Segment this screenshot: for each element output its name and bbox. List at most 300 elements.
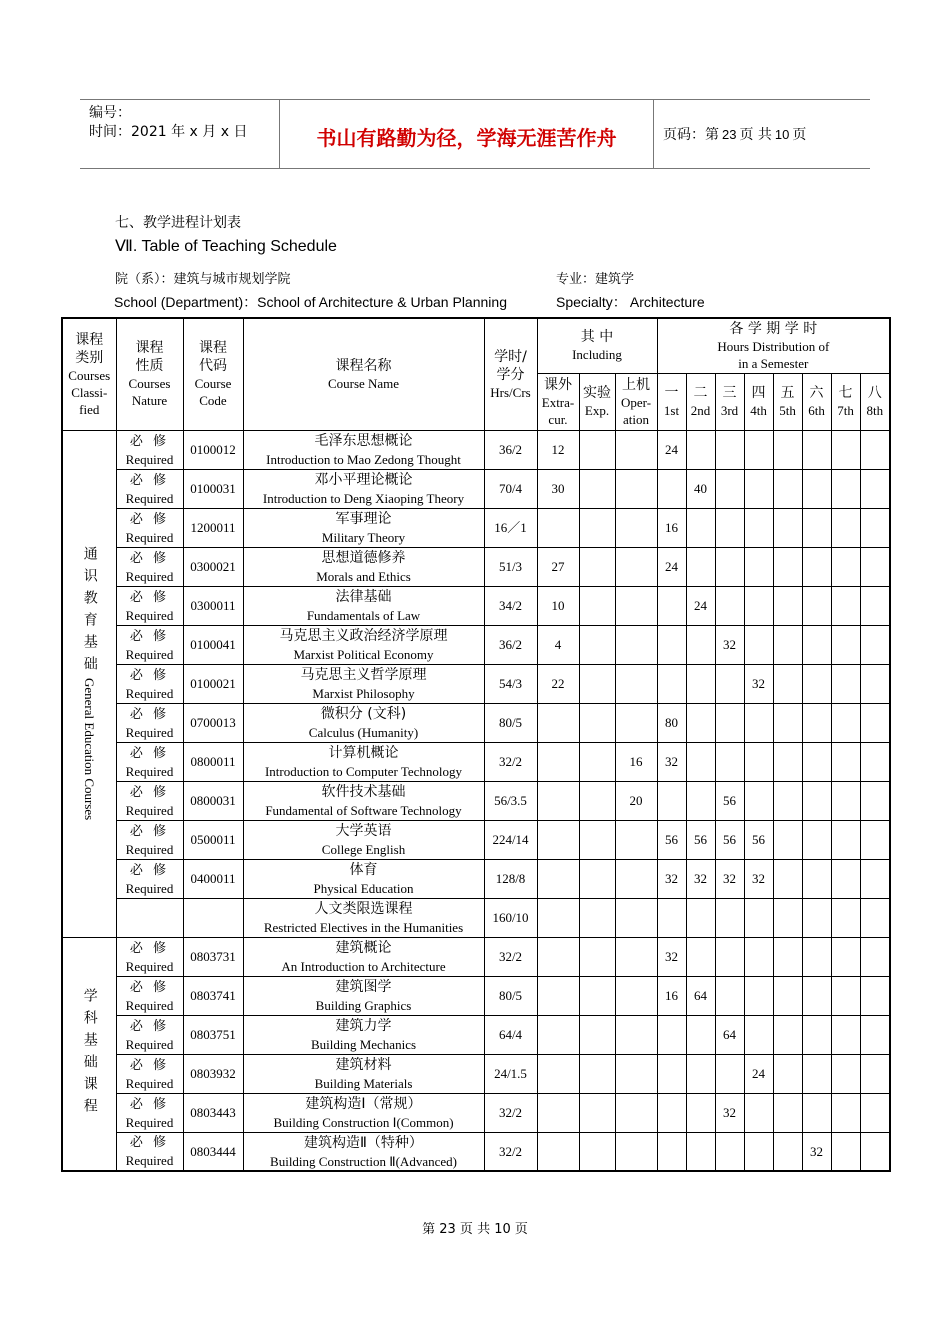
oper-cell bbox=[615, 664, 657, 703]
semester-6-cell bbox=[802, 898, 831, 937]
semester-2-cell: 56 bbox=[686, 820, 715, 859]
nature-zh: 必 修 bbox=[129, 862, 170, 878]
course-name-en: Physical Education bbox=[313, 881, 414, 896]
table-row bbox=[62, 976, 890, 1015]
nature-cell bbox=[116, 1093, 183, 1132]
page-header bbox=[80, 99, 870, 169]
semester-7-cell bbox=[831, 625, 860, 664]
major-zh: 专业：建筑学 bbox=[556, 272, 635, 287]
hrs-cell: 36/2 bbox=[484, 625, 537, 664]
code-cell: 0803741 bbox=[183, 976, 243, 1015]
nature-en: Required bbox=[125, 529, 174, 545]
nature-cell bbox=[116, 781, 183, 820]
semester-7-cell bbox=[831, 1054, 860, 1093]
col-oper: 上机 Oper- ation bbox=[615, 373, 657, 430]
course-name-cell bbox=[243, 820, 484, 859]
extra-cell bbox=[537, 781, 579, 820]
header-meta bbox=[80, 100, 280, 168]
oper-cell bbox=[615, 1132, 657, 1171]
semester-6-cell bbox=[802, 664, 831, 703]
semester-1-cell: 24 bbox=[657, 430, 686, 469]
oper-cell: 16 bbox=[615, 742, 657, 781]
semester-3-cell bbox=[715, 1054, 744, 1093]
extra-cell bbox=[537, 742, 579, 781]
extra-cell bbox=[537, 1054, 579, 1093]
nature-zh: 必 修 bbox=[129, 745, 170, 761]
hrs-cell: 51/3 bbox=[484, 547, 537, 586]
col-hours: 学时/ 学分 Hrs/Crs bbox=[484, 318, 537, 430]
hrs-cell: 70/4 bbox=[484, 469, 537, 508]
code-cell: 0400011 bbox=[183, 859, 243, 898]
col-sem-3: 三 3rd bbox=[715, 373, 744, 430]
exp-cell bbox=[579, 1054, 615, 1093]
semester-8-cell bbox=[860, 937, 890, 976]
oper-cell bbox=[615, 898, 657, 937]
semester-3-cell bbox=[715, 1132, 744, 1171]
semester-2-cell bbox=[686, 898, 715, 937]
course-name-zh: 建筑概论 bbox=[335, 940, 392, 956]
semester-4-cell bbox=[744, 898, 773, 937]
semester-6-cell bbox=[802, 781, 831, 820]
semester-3-cell bbox=[715, 976, 744, 1015]
semester-4-cell bbox=[744, 1093, 773, 1132]
semester-6-cell bbox=[802, 547, 831, 586]
course-name-zh: 建筑材料 bbox=[335, 1057, 392, 1073]
nature-zh: 必 修 bbox=[129, 1096, 170, 1112]
hrs-cell: 224/14 bbox=[484, 820, 537, 859]
extra-cell bbox=[537, 976, 579, 1015]
extra-cell bbox=[537, 898, 579, 937]
code-cell: 0100021 bbox=[183, 664, 243, 703]
semester-6-cell bbox=[802, 703, 831, 742]
table-row bbox=[62, 859, 890, 898]
nature-en: Required bbox=[125, 841, 174, 857]
course-name-zh: 计算机概论 bbox=[328, 745, 399, 761]
semester-7-cell bbox=[831, 1132, 860, 1171]
course-name-en: Marxist Political Economy bbox=[293, 647, 434, 662]
semester-1-cell: 24 bbox=[657, 547, 686, 586]
exp-cell bbox=[579, 508, 615, 547]
semester-2-cell bbox=[686, 1093, 715, 1132]
oper-cell bbox=[615, 625, 657, 664]
semester-2-cell bbox=[686, 625, 715, 664]
semester-1-cell bbox=[657, 469, 686, 508]
semester-1-cell: 80 bbox=[657, 703, 686, 742]
course-name-zh: 建筑构造Ⅱ（特种） bbox=[304, 1134, 423, 1151]
semester-5-cell bbox=[773, 1054, 802, 1093]
section-title-zh: 七、教学进程计划表 bbox=[115, 215, 241, 231]
course-name-en: Introduction to Mao Zedong Thought bbox=[266, 452, 461, 467]
course-name-zh: 法律基础 bbox=[335, 589, 392, 605]
semester-8-cell bbox=[860, 976, 890, 1015]
nature-zh: 必 修 bbox=[129, 511, 170, 527]
semester-3-cell: 32 bbox=[715, 859, 744, 898]
hrs-cell: 32/2 bbox=[484, 1093, 537, 1132]
code-cell: 0500011 bbox=[183, 820, 243, 859]
course-name-cell bbox=[243, 1015, 484, 1054]
col-sem-1: 一 1st bbox=[657, 373, 686, 430]
course-name-cell bbox=[243, 703, 484, 742]
exp-cell bbox=[579, 1015, 615, 1054]
semester-4-cell bbox=[744, 703, 773, 742]
exp-cell bbox=[579, 430, 615, 469]
oper-cell bbox=[615, 976, 657, 1015]
semester-3-cell bbox=[715, 430, 744, 469]
nature-zh: 必 修 bbox=[129, 940, 170, 956]
nature-zh: 必 修 bbox=[129, 628, 170, 644]
exp-cell bbox=[579, 625, 615, 664]
course-name-cell bbox=[243, 859, 484, 898]
nature-zh: 必 修 bbox=[129, 433, 170, 449]
oper-cell bbox=[615, 547, 657, 586]
nature-cell bbox=[116, 859, 183, 898]
semester-8-cell bbox=[860, 1015, 890, 1054]
semester-3-cell: 64 bbox=[715, 1015, 744, 1054]
semester-1-cell bbox=[657, 664, 686, 703]
course-name-cell bbox=[243, 898, 484, 937]
code-cell: 0803932 bbox=[183, 1054, 243, 1093]
course-name-en: Introduction to Deng Xiaoping Theory bbox=[262, 491, 465, 506]
table-row bbox=[62, 469, 890, 508]
extra-cell: 10 bbox=[537, 586, 579, 625]
semester-5-cell bbox=[773, 547, 802, 586]
semester-1-cell bbox=[657, 1054, 686, 1093]
code-cell: 0700013 bbox=[183, 703, 243, 742]
course-name-zh: 大学英语 bbox=[335, 823, 392, 839]
extra-cell bbox=[537, 508, 579, 547]
table-row bbox=[62, 625, 890, 664]
nature-en: Required bbox=[125, 451, 174, 467]
semester-8-cell bbox=[860, 742, 890, 781]
extra-cell: 12 bbox=[537, 430, 579, 469]
hrs-cell: 32/2 bbox=[484, 742, 537, 781]
semester-3-cell: 32 bbox=[715, 1093, 744, 1132]
table-row bbox=[62, 742, 890, 781]
semester-6-cell: 32 bbox=[802, 1132, 831, 1171]
semester-6-cell bbox=[802, 1093, 831, 1132]
nature-zh: 必 修 bbox=[129, 706, 170, 722]
semester-8-cell bbox=[860, 898, 890, 937]
exp-cell bbox=[579, 742, 615, 781]
semester-5-cell bbox=[773, 469, 802, 508]
semester-4-cell bbox=[744, 469, 773, 508]
semester-8-cell bbox=[860, 781, 890, 820]
exp-cell bbox=[579, 547, 615, 586]
course-name-cell bbox=[243, 781, 484, 820]
nature-cell bbox=[116, 976, 183, 1015]
semester-7-cell bbox=[831, 859, 860, 898]
col-classified: 课程 类别 Courses Classi- fied bbox=[62, 318, 116, 430]
col-sem-5: 五 5th bbox=[773, 373, 802, 430]
nature-zh: 必 修 bbox=[129, 550, 170, 566]
semester-5-cell bbox=[773, 898, 802, 937]
header-id-label: 编号： bbox=[89, 105, 131, 121]
page-mid: 页 共 bbox=[739, 127, 772, 143]
nature-zh: 必 修 bbox=[129, 979, 170, 995]
semester-2-cell: 32 bbox=[686, 859, 715, 898]
semester-6-cell bbox=[802, 430, 831, 469]
nature-zh: 必 修 bbox=[129, 1018, 170, 1034]
nature-cell bbox=[116, 1054, 183, 1093]
semester-6-cell bbox=[802, 976, 831, 1015]
semester-5-cell bbox=[773, 1093, 802, 1132]
course-name-zh: 建筑构造Ⅰ（常规） bbox=[305, 1096, 422, 1112]
oper-cell bbox=[615, 820, 657, 859]
dept-zh: 院（系）：建筑与城市规划学院 bbox=[115, 272, 291, 287]
semester-5-cell bbox=[773, 1132, 802, 1171]
semester-2-cell bbox=[686, 742, 715, 781]
extra-cell bbox=[537, 820, 579, 859]
code-cell: 0100041 bbox=[183, 625, 243, 664]
semester-1-cell bbox=[657, 1132, 686, 1171]
semester-4-cell bbox=[744, 430, 773, 469]
semester-1-cell bbox=[657, 1015, 686, 1054]
page-prefix: 页码：第 bbox=[663, 127, 719, 143]
course-name-cell bbox=[243, 625, 484, 664]
nature-zh: 必 修 bbox=[129, 784, 170, 800]
exp-cell bbox=[579, 820, 615, 859]
semester-3-cell bbox=[715, 469, 744, 508]
nature-cell bbox=[116, 1015, 183, 1054]
exp-cell bbox=[579, 976, 615, 1015]
col-code: 课程 代码 Course Code bbox=[183, 318, 243, 430]
semester-4-cell: 56 bbox=[744, 820, 773, 859]
oper-cell: 20 bbox=[615, 781, 657, 820]
nature-cell bbox=[116, 508, 183, 547]
course-name-en: Building Graphics bbox=[315, 998, 412, 1013]
semester-1-cell: 16 bbox=[657, 508, 686, 547]
semester-4-cell bbox=[744, 547, 773, 586]
dept-en: School (Department)：School of Architecture & Urban Planning bbox=[114, 294, 507, 310]
oper-cell bbox=[615, 430, 657, 469]
semester-5-cell bbox=[773, 664, 802, 703]
semester-2-cell bbox=[686, 1015, 715, 1054]
course-name-cell bbox=[243, 1054, 484, 1093]
nature-cell bbox=[116, 937, 183, 976]
nature-en: Required bbox=[125, 763, 174, 779]
hrs-cell: 24/1.5 bbox=[484, 1054, 537, 1093]
col-including: 其 中 Including bbox=[537, 318, 657, 373]
category-zh: 学科基础课程 bbox=[81, 987, 98, 1120]
semester-1-cell: 32 bbox=[657, 742, 686, 781]
semester-8-cell bbox=[860, 625, 890, 664]
semester-6-cell bbox=[802, 742, 831, 781]
semester-2-cell bbox=[686, 703, 715, 742]
nature-cell bbox=[116, 1132, 183, 1171]
table-row bbox=[62, 547, 890, 586]
semester-1-cell: 56 bbox=[657, 820, 686, 859]
semester-7-cell bbox=[831, 664, 860, 703]
semester-1-cell bbox=[657, 781, 686, 820]
oper-cell bbox=[615, 508, 657, 547]
semester-8-cell bbox=[860, 664, 890, 703]
semester-8-cell bbox=[860, 508, 890, 547]
oper-cell bbox=[615, 586, 657, 625]
category-cell-2 bbox=[62, 937, 116, 1171]
exp-cell bbox=[579, 1093, 615, 1132]
code-cell: 0800031 bbox=[183, 781, 243, 820]
nature-en: Required bbox=[125, 958, 174, 974]
extra-cell bbox=[537, 1015, 579, 1054]
nature-cell bbox=[116, 469, 183, 508]
semester-5-cell bbox=[773, 508, 802, 547]
semester-5-cell bbox=[773, 586, 802, 625]
col-name: 课程名称 Course Name bbox=[243, 318, 484, 430]
col-exp: 实验 Exp. bbox=[579, 373, 615, 430]
semester-7-cell bbox=[831, 781, 860, 820]
semester-8-cell bbox=[860, 1093, 890, 1132]
semester-7-cell bbox=[831, 976, 860, 1015]
major-en: Specialty： Architecture bbox=[556, 294, 705, 310]
semester-8-cell bbox=[860, 859, 890, 898]
semester-5-cell bbox=[773, 1015, 802, 1054]
semester-2-cell bbox=[686, 508, 715, 547]
category-zh: 通识教育基础 bbox=[81, 546, 98, 679]
col-sem-8: 八 8th bbox=[860, 373, 890, 430]
col-sem-7: 七 7th bbox=[831, 373, 860, 430]
course-name-zh: 软件技术基础 bbox=[321, 784, 406, 800]
nature-en: Required bbox=[125, 1036, 174, 1052]
table-row bbox=[62, 1015, 890, 1054]
hrs-cell: 16／1 bbox=[484, 508, 537, 547]
oper-cell bbox=[615, 1054, 657, 1093]
course-name-en: Building Construction Ⅰ(Common) bbox=[273, 1115, 454, 1130]
semester-1-cell: 32 bbox=[657, 937, 686, 976]
course-name-zh: 微积分 (文科) bbox=[320, 706, 407, 722]
semester-4-cell bbox=[744, 1132, 773, 1171]
semester-6-cell bbox=[802, 1015, 831, 1054]
semester-8-cell bbox=[860, 703, 890, 742]
col-sem-6: 六 6th bbox=[802, 373, 831, 430]
semester-8-cell bbox=[860, 469, 890, 508]
header-page-info bbox=[654, 100, 870, 168]
semester-4-cell bbox=[744, 508, 773, 547]
extra-cell bbox=[537, 1132, 579, 1171]
semester-3-cell bbox=[715, 703, 744, 742]
semester-1-cell bbox=[657, 1093, 686, 1132]
page-number: 23 bbox=[722, 126, 737, 142]
nature-cell bbox=[116, 430, 183, 469]
semester-4-cell bbox=[744, 625, 773, 664]
table-row bbox=[62, 703, 890, 742]
hrs-cell: 36/2 bbox=[484, 430, 537, 469]
nature-zh: 必 修 bbox=[129, 589, 170, 605]
col-extra: 课外 Extra- cur. bbox=[537, 373, 579, 430]
course-name-en: Fundamental of Software Technology bbox=[265, 803, 462, 818]
code-cell: 0803443 bbox=[183, 1093, 243, 1132]
extra-cell: 4 bbox=[537, 625, 579, 664]
hrs-cell: 80/5 bbox=[484, 703, 537, 742]
nature-cell bbox=[116, 742, 183, 781]
semester-7-cell bbox=[831, 820, 860, 859]
table-row bbox=[62, 937, 890, 976]
semester-5-cell bbox=[773, 937, 802, 976]
semester-3-cell bbox=[715, 547, 744, 586]
course-name-zh: 邓小平理论概论 bbox=[314, 472, 413, 488]
oper-cell bbox=[615, 1093, 657, 1132]
oper-cell bbox=[615, 859, 657, 898]
semester-4-cell bbox=[744, 1015, 773, 1054]
nature-zh: 必 修 bbox=[129, 667, 170, 683]
nature-en: Required bbox=[125, 568, 174, 584]
nature-cell bbox=[116, 898, 183, 937]
nature-cell bbox=[116, 820, 183, 859]
course-name-cell bbox=[243, 937, 484, 976]
semester-3-cell: 56 bbox=[715, 820, 744, 859]
semester-7-cell bbox=[831, 1015, 860, 1054]
table-row bbox=[62, 664, 890, 703]
semester-3-cell bbox=[715, 508, 744, 547]
hrs-cell: 160/10 bbox=[484, 898, 537, 937]
col-sem-2: 二 2nd bbox=[686, 373, 715, 430]
semester-4-cell bbox=[744, 586, 773, 625]
extra-cell bbox=[537, 1093, 579, 1132]
nature-en: Required bbox=[125, 646, 174, 662]
semester-7-cell bbox=[831, 937, 860, 976]
semester-4-cell: 24 bbox=[744, 1054, 773, 1093]
semester-7-cell bbox=[831, 898, 860, 937]
nature-cell bbox=[116, 625, 183, 664]
semester-2-cell bbox=[686, 430, 715, 469]
course-name-en: Building Mechanics bbox=[310, 1037, 417, 1052]
semester-2-cell bbox=[686, 781, 715, 820]
nature-en: Required bbox=[125, 997, 174, 1013]
course-name-cell bbox=[243, 976, 484, 1015]
section-title-en: Ⅶ. Table of Teaching Schedule bbox=[115, 238, 337, 255]
course-name-zh: 建筑图学 bbox=[335, 979, 392, 995]
hrs-cell: 56/3.5 bbox=[484, 781, 537, 820]
course-name-en: An Introduction to Architecture bbox=[281, 959, 446, 974]
hrs-cell: 32/2 bbox=[484, 1132, 537, 1171]
semester-6-cell bbox=[802, 1054, 831, 1093]
exp-cell bbox=[579, 469, 615, 508]
header-row-1 bbox=[62, 318, 890, 373]
course-name-en: Fundamentals of Law bbox=[306, 608, 421, 623]
nature-zh: 必 修 bbox=[129, 472, 170, 488]
semester-8-cell bbox=[860, 586, 890, 625]
table-row bbox=[62, 586, 890, 625]
course-name-cell bbox=[243, 547, 484, 586]
semester-4-cell: 32 bbox=[744, 664, 773, 703]
semester-8-cell bbox=[860, 547, 890, 586]
semester-6-cell bbox=[802, 859, 831, 898]
semester-5-cell bbox=[773, 820, 802, 859]
course-name-zh: 马克思主义政治经济学原理 bbox=[279, 628, 448, 644]
semester-1-cell bbox=[657, 586, 686, 625]
semester-3-cell: 56 bbox=[715, 781, 744, 820]
extra-cell bbox=[537, 859, 579, 898]
extra-cell: 22 bbox=[537, 664, 579, 703]
exp-cell bbox=[579, 586, 615, 625]
semester-6-cell bbox=[802, 586, 831, 625]
oper-cell bbox=[615, 1015, 657, 1054]
code-cell: 0803731 bbox=[183, 937, 243, 976]
exp-cell bbox=[579, 859, 615, 898]
course-name-cell bbox=[243, 469, 484, 508]
code-cell: 0100031 bbox=[183, 469, 243, 508]
semester-4-cell bbox=[744, 976, 773, 1015]
exp-cell bbox=[579, 781, 615, 820]
nature-en: Required bbox=[125, 1075, 174, 1091]
col-nature: 课程 性质 Courses Nature bbox=[116, 318, 183, 430]
extra-cell bbox=[537, 937, 579, 976]
course-name-cell bbox=[243, 508, 484, 547]
semester-2-cell bbox=[686, 664, 715, 703]
course-name-zh: 马克思主义哲学原理 bbox=[300, 667, 427, 683]
hrs-cell: 32/2 bbox=[484, 937, 537, 976]
semester-2-cell: 40 bbox=[686, 469, 715, 508]
semester-8-cell bbox=[860, 820, 890, 859]
